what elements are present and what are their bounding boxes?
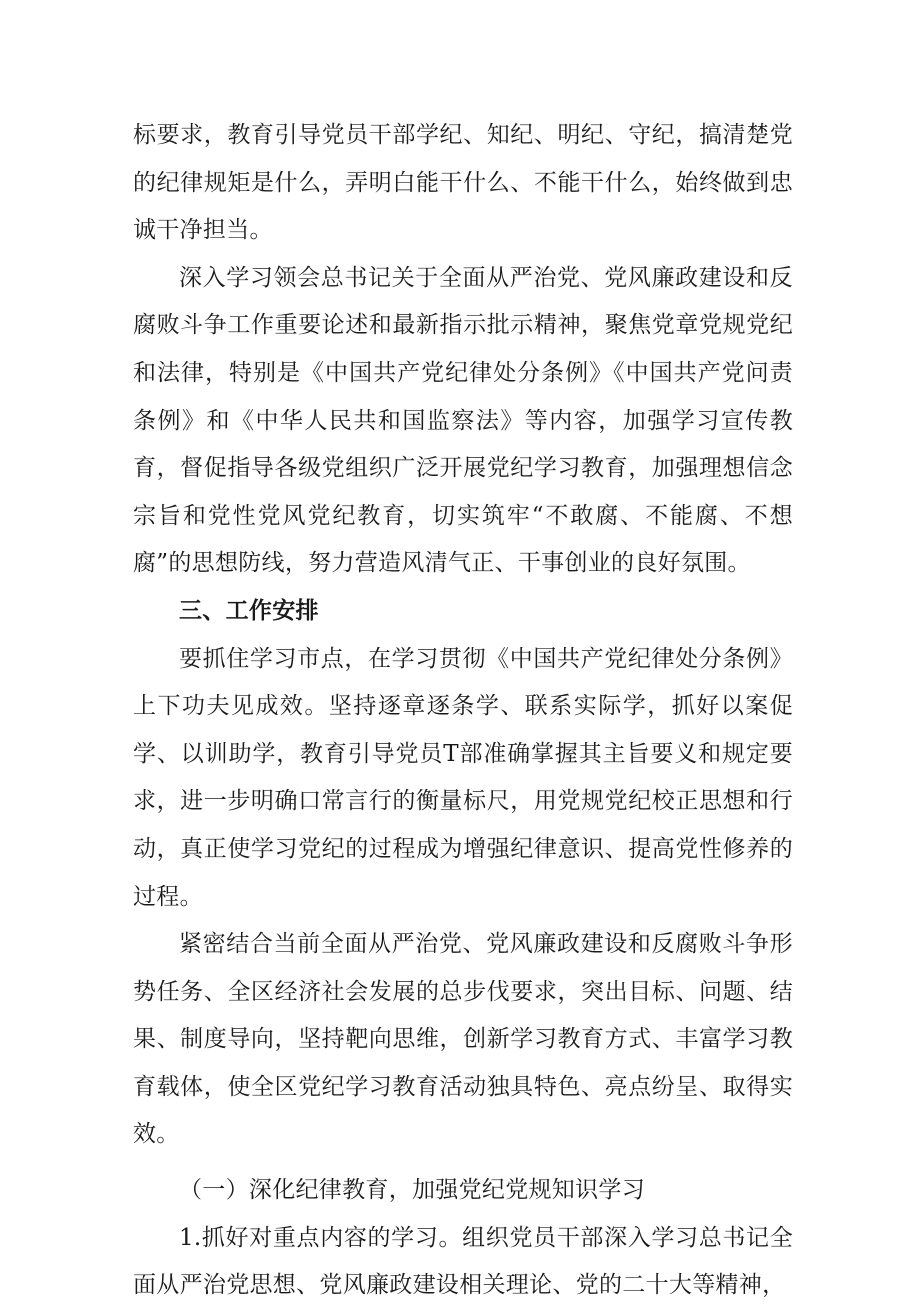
document-page bbox=[133, 112, 793, 1310]
paragraph-3: 要抓住学习市点，在学习贯彻《中国共产党纪律处分条例》上下功夫见成效。坚持逐章逐条学、联系实际学，抓好以案促学、以训助学，教育引导党员T部准确掌握其主旨要义和规定要求，进一步明确口常言行的衡量标尺，用党规党纪校正思想和行动，真正使学习党纪的过程成为增强纪律意识、提高党性修养的过程。 bbox=[133, 645, 793, 910]
paragraph-2: 深入学习领会总书记关于全面从严治党、党风廉政建设和反腐败斗争工作重要论述和最新指示批示精神，聚焦党章党规党纪和法律，特别是《中国共产党纪律处分条例》《中国共产党问责条例》和《中华人民共和国监察法》等内容，加强学习宣传教育，督促指导各级党组织广泛开展党纪学习教育，加强理想信念宗旨和党性党风党纪教育，切实筑牢“不敢腐、不能腐、不想腐”的思想防线，努力营造风清气正、干事创业的良好氛围。 bbox=[133, 264, 793, 577]
paragraph-1: 标要求，教育引导党员干部学纪、知纪、明纪、守纪，搞清楚党的纪律规矩是什么，弄明白能干什么、不能干什么，始终做到忠诚干净担当。 bbox=[133, 122, 793, 244]
paragraph-5: 1.抓好对重点内容的学习。组织党员干部深入学习总书记全面从严治党思想、党风廉政建设相关理论、党的二十大等精神， bbox=[133, 1224, 793, 1299]
subheading-1: （一）深化纪律教育，加强党纪党规知识学习 bbox=[179, 1177, 645, 1204]
section-heading-3: 三、工作安排 bbox=[179, 597, 319, 624]
paragraph-4: 紧密结合当前全面从严治党、党风廉政建设和反腐败斗争形势任务、全区经济社会发展的总步伐要求，突出目标、问题、结果、制度导向，坚持靶向思维，创新学习教育方式、丰富学习教育载体，使全区党纪学习教育活动独具特色、亮点纷呈、取得实效。 bbox=[133, 931, 793, 1148]
